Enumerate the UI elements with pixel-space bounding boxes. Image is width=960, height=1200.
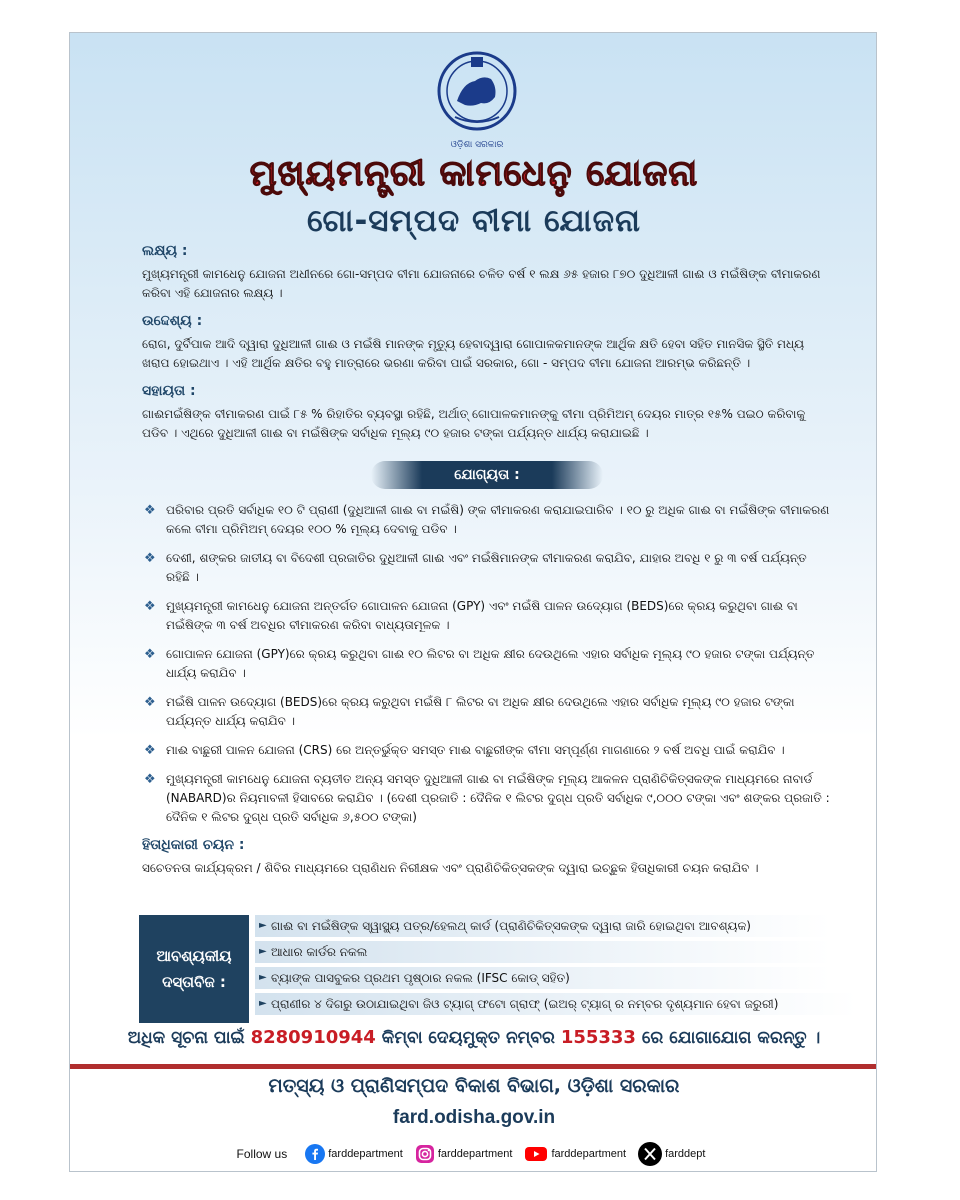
document-item <box>255 993 857 1015</box>
yogyata-banner: ଯୋଗ୍ୟତା : <box>371 461 603 489</box>
list-item-text: ମୁଖ୍ୟମନ୍ତ୍ରୀ କାମଧେନୁ ଯୋଜନା ଅନ୍ତର୍ଗତ ଗୋପାଳନ ଯୋଜନା (GPY) ଏବଂ ମଇଁଷି ପାଳନ ଉଦ୍ୟୋଗ (BEDS)ରେ କ୍ରୟ କରୁଥିବା ଗାଈ ବା ମଇଁଷିଙ୍କ ୩ ବର୍ଷ ଅବଧିର ବୀମାକରଣ କରିବା ବାଧ୍ୟତାମୂଳକ । <box>166 599 798 632</box>
contact-prefix: ଅଧିକ ସୂଚନା ପାଇଁ <box>127 1028 245 1048</box>
follow-label: Follow us <box>236 1147 288 1161</box>
social-x[interactable] <box>638 1142 705 1166</box>
diamond-bullet-icon: ❖ <box>144 743 156 758</box>
divider <box>70 1064 877 1069</box>
phone-number[interactable]: 8280910944 <box>250 1027 376 1048</box>
contact-middle: କିମ୍ବା ଦେୟମୁକ୍ତ ନମ୍ବର <box>381 1028 555 1048</box>
hitadhikari-body: ସଚେତନତା କାର୍ଯ୍ୟକ୍ରମ / ଶିବିର ମାଧ୍ୟମରେ ପ୍ରାଣିଧନ ନିରୀକ୍ଷକ ଏବଂ ପ୍ରାଣିଚିକିତ୍ସକଙ୍କ ଦ୍ୱାରା ଇଚ୍ଛୁକ ହିତାଧିକାରୀ ଚୟନ କରାଯିବ । <box>142 861 759 875</box>
x-handle: farddept <box>665 1148 706 1160</box>
documents-label <box>139 915 249 1023</box>
instagram-handle: farddepartment <box>437 1148 513 1160</box>
x-icon <box>638 1142 662 1166</box>
contact-suffix: ରେ ଯୋଗାଯୋଗ କରନ୍ତୁ । <box>641 1028 821 1048</box>
lakshya-heading: ଲକ୍ଷ୍ୟ : <box>142 243 188 259</box>
list-item <box>142 770 832 827</box>
document-item <box>255 967 831 989</box>
social-facebook[interactable] <box>305 1144 403 1164</box>
youtube-handle: farddepartment <box>551 1148 627 1160</box>
list-item-text: ପରିବାର ପ୍ରତି ସର୍ବାଧିକ ୧୦ ଟି ପ୍ରାଣୀ (ଦୁଧିଆଳୀ ଗାଈ ବା ମଇଁଷି) ଙ୍କ ବୀମାକରଣ କରାଯାଇପାରିବ । ୧୦ ରୁ ଅଧିକ ଗାଈ ବା ମଇଁଷିଙ୍କ ବୀମାକରଣ କଲେ ବୀମା ପ୍ରିମିଅମ୍ ଦେୟର ୧୦୦ % ମୂଲ୍ୟ ଦେବାକୁ ପଡିବ । <box>166 503 830 536</box>
list-item <box>142 741 832 760</box>
diamond-bullet-icon: ❖ <box>144 551 156 566</box>
arrow-right-icon: ► <box>259 998 267 1009</box>
list-item <box>142 693 832 731</box>
document-item-text: ଆଧାର କାର୍ଡର ନକଲ <box>271 945 368 959</box>
hitadhikari-heading: ହିତାଧିକାରୀ ଚୟନ : <box>142 837 245 853</box>
list-item-text: ଦେଶୀ, ଶଙ୍କର ଜାତୀୟ ବା ବିଦେଶୀ ପ୍ରଜାତିର ଦୁଧିଆଳୀ ଗାଈ ଏବଂ ମଇଁଷିମାନଙ୍କ ବୀମାକରଣ କରାଯିବ, ଯାହାର ଅବଧି ୧ ରୁ ୩ ବର୍ଷ ପର୍ଯ୍ୟନ୍ତ ରହିଛି । <box>166 551 807 584</box>
document-item-text: ଗାଈ ବା ମଇଁଷିଙ୍କ ସ୍ୱାସ୍ଥ୍ୟ ପତ୍ର/ହେଲଥ୍ କାର୍ଡ (ପ୍ରାଣିଚିକିତ୍ସକଙ୍କ ଦ୍ୱାରା ଜାରି ହୋଇଥିବା ଆବଶ୍ୟକ) <box>271 919 751 933</box>
toll-free-number[interactable]: 155333 <box>560 1027 636 1048</box>
documents-list <box>255 915 855 1019</box>
list-item <box>142 549 832 587</box>
arrow-right-icon: ► <box>259 946 267 957</box>
list-item-text: ମାଈ ବାଛୁରୀ ପାଳନ ଯୋଜନା (CRS) ରେ ଅନ୍ତର୍ଭୁକ୍ତ ସମସ୍ତ ମାଈ ବାଛୁରୀଙ୍କ ବୀମା ସମ୍ପୂର୍ଣ୍ଣ ମାଗଣାରେ ୨ ବର୍ଷ ଅବଧି ପାଇଁ କରାଯିବ । <box>166 743 785 757</box>
uddeshya-body: ରୋଗ, ଦୁର୍ବିପାକ ଆଦି ଦ୍ୱାରା ଦୁଧିଆଳୀ ଗାଈ ଓ ମଇଁଷି ମାନଙ୍କ ମୃତ୍ୟୁ ହେବାଦ୍ୱାରା ଗୋପାଳକମାନଙ୍କ ଆର୍ଥିକ କ୍ଷତି ହେବା ସହିତ ମାନସିକ ସ୍ଥିତି ମଧ୍ୟ ଖରାପ ହୋଇଥାଏ । ଏହି ଆର୍ଥିକ କ୍ଷତିର ବହୁ ମାତ୍ରାରେ ଭରଣା କରିବା ପାଇଁ ସରକାର, ଗୋ - ସମ୍ପଦ ବୀମା ଯୋଜନା ଆରମ୍ଭ କରିଛନ୍ତି । <box>142 337 805 370</box>
arrow-right-icon: ► <box>259 972 267 983</box>
diamond-bullet-icon: ❖ <box>144 647 156 662</box>
list-item-text: ମଇଁଷି ପାଳନ ଉଦ୍ୟୋଗ (BEDS)ରେ କ୍ରୟ କରୁଥିବା ମଇଁଷି ୮ ଲିଟର ବା ଅଧିକ କ୍ଷୀର ଦେଉଥିଲେ ଏହାର ସର୍ବାଧିକ ମୂଲ୍ୟ ୯୦ ହଜାର ଟଙ୍କା ପର୍ଯ୍ୟନ୍ତ ଧାର୍ଯ୍ୟ କରାଯିବ । <box>166 695 795 728</box>
lakshya-body: ମୁଖ୍ୟମନ୍ତ୍ରୀ କାମଧେନୁ ଯୋଜନା ଅଧୀନରେ ଗୋ-ସମ୍ପଦ ବୀମା ଯୋଜନାରେ ଚଳିତ ବର୍ଷ ୧ ଲକ୍ଷ ୬୫ ହଜାର ୮୭୦ ଦୁଧିଆଳୀ ଗାଈ ଓ ମଇଁଷିଙ୍କ ବୀମାକରଣ କରିବା ଏହି ଯୋଜନାର ଲକ୍ଷ୍ୟ । <box>142 267 821 300</box>
list-item <box>142 597 832 635</box>
documents-label-line2: ଦସ୍ତାବିଜ : <box>162 973 226 991</box>
odisha-emblem-icon <box>435 47 519 155</box>
document-item-text: ପ୍ରାଣୀର ୪ ଦିଗରୁ ଉଠାଯାଇଥିବା ଜିଓ ଟ୍ୟାଗ୍ ଫଟୋ ଗ୍ରାଫ୍ (ଇଅର୍ ଟ୍ୟାଗ୍ ର ନମ୍ବର ଦୃଶ୍ୟମାନ ହେବା ଜରୁରୀ) <box>271 997 779 1011</box>
document-item <box>255 941 831 963</box>
facebook-handle: farddepartment <box>328 1148 403 1160</box>
diamond-bullet-icon: ❖ <box>144 772 156 787</box>
social-instagram[interactable] <box>415 1144 513 1164</box>
youtube-icon <box>524 1145 548 1163</box>
document-item-text: ବ୍ୟାଙ୍କ ପାସବୁକର ପ୍ରଥମ ପୃଷ୍ଠାର ନକଲ (IFSC କୋଡ୍ ସହିତ) <box>271 971 570 985</box>
list-item <box>142 501 832 539</box>
uddeshya-heading: ଉଦ୍ଦେଶ୍ୟ : <box>142 313 203 329</box>
list-item-text: ଗୋପାଳନ ଯୋଜନା (GPY)ରେ କ୍ରୟ କରୁଥିବା ଗାଈ ୧୦ ଲିଟର ବା ଅଧିକ କ୍ଷୀର ଦେଉଥିଲେ ଏହାର ସର୍ବାଧିକ ମୂଲ୍ୟ ୯୦ ହଜାର ଟଙ୍କା ପର୍ଯ୍ୟନ୍ତ ଧାର୍ଯ୍ୟ କରାଯିବ । <box>166 647 815 680</box>
documents-section <box>139 915 859 1023</box>
sahayata-body: ଗାଈମଇଁଷିଙ୍କ ବୀମାକରଣ ପାଇଁ ୮୫ % ରିହାତିର ବ୍ୟବସ୍ଥା ରହିଛି, ଅର୍ଥାତ୍ ଗୋପାଳକମାନଙ୍କୁ ବୀମା ପ୍ରିମିଅମ୍ ଦେୟର ମାତ୍ର ୧୫% ପଇଠ କରିବାକୁ ପଡିବ । ଏଥିରେ ଦୁଧିଆଳୀ ଗାଈ ବା ମଇଁଷିଙ୍କ ସର୍ବାଧିକ ମୂଲ୍ୟ ୯୦ ହଜାର ଟଙ୍କା ପର୍ଯ୍ୟନ୍ତ ଧାର୍ଯ୍ୟ କରାଯାଇଛି । <box>142 407 806 440</box>
facebook-icon <box>305 1144 325 1164</box>
social-youtube[interactable] <box>524 1145 626 1163</box>
list-item <box>142 645 832 683</box>
emblem-caption: ଓଡ଼ିଶା ସରକାର <box>450 140 504 150</box>
social-bar <box>70 1139 877 1169</box>
diamond-bullet-icon: ❖ <box>144 503 156 518</box>
yogyata-list <box>142 501 832 827</box>
diamond-bullet-icon: ❖ <box>144 599 156 614</box>
content <box>142 243 832 888</box>
diamond-bullet-icon: ❖ <box>144 695 156 710</box>
poster <box>69 32 877 1172</box>
website-link[interactable]: fard.odisha.gov.in <box>392 1107 556 1128</box>
scheme-title: ମୁଖ୍ୟମନ୍ତ୍ରୀ କାମଧେନୁ ଯୋଜନା <box>249 153 699 194</box>
arrow-right-icon: ► <box>259 920 267 931</box>
scheme-subtitle: ଗୋ-ସମ୍ପଦ ବୀମା ଯୋଜନା <box>307 203 641 239</box>
documents-label-line1: ଆବଶ୍ୟକୀୟ <box>156 947 232 965</box>
department-name: ମତ୍ସ୍ୟ ଓ ପ୍ରାଣିସମ୍ପଦ ବିକାଶ ବିଭାଗ, ଓଡ଼ିଶା ସରକାର <box>268 1075 680 1097</box>
sahayata-heading: ସହାୟତା : <box>142 383 196 399</box>
contact-line <box>70 1027 877 1048</box>
instagram-icon <box>415 1144 435 1164</box>
document-item <box>255 915 831 937</box>
list-item-text: ମୁଖ୍ୟମନ୍ତ୍ରୀ କାମଧେନୁ ଯୋଜନା ବ୍ୟତୀତ ଅନ୍ୟ ସମସ୍ତ ଦୁଧିଆଳୀ ଗାଈ ବା ମଇଁଷିଙ୍କ ମୂଲ୍ୟ ଆକଳନ ପ୍ରାଣିଚିକିତ୍ସକଙ୍କ ମାଧ୍ୟମରେ ନାବାର୍ଡ (NABARD)ର ନିୟମାବଳୀ ହିସାବରେ କରାଯିବ । (ଦେଶୀ ପ୍ରଜାତି : ଦୈନିକ ୧ ଲିଟର ଦୁଗ୍ଧ ପ୍ରତି ସର୍ବାଧିକ ୯,୦୦୦ ଟଙ୍କା ଏବଂ ଶଙ୍କର ପ୍ରଜାତି : ଦୈନିକ ୧ ଲିଟର ଦୁଗ୍ଧ ପ୍ରତି ସର୍ବାଧିକ ୬,୫୦୦ ଟଙ୍କା) <box>166 772 830 824</box>
